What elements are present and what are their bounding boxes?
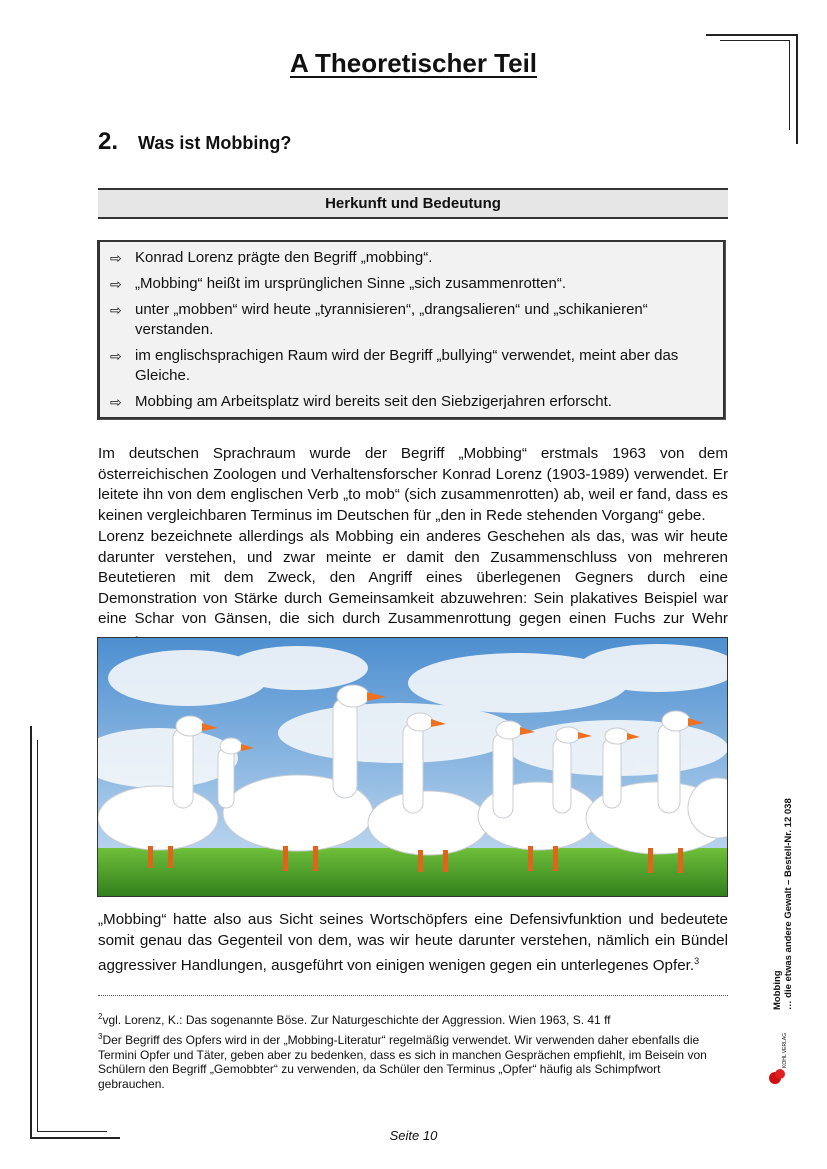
paragraph-origin: Im deutschen Sprachraum wurde der Begriff „Mobbing“ erstmals 1963 von dem österreichischen Zoologen und Verhaltensforscher Konrad Lorenz (1903-1989) verwendet. Er leitete ihn von dem englischen Verb „to mob“ (sich zusammenrotten) ab, weil er fand, dass es keinen vergleichbaren Terminus im Deutschen für „den in Rede stehenden Vorgang“ gebe. bbox=[98, 445, 728, 524]
frame-top-right-h bbox=[706, 34, 798, 36]
list-item: ⇨ Mobbing am Arbeitsplatz wird bereits seit den Siebzigerjahren erforscht. bbox=[110, 393, 612, 410]
page-title: A Theoretischer Teil bbox=[289, 48, 538, 78]
side-note-title: Mobbing bbox=[772, 970, 783, 1010]
list-item: ⇨ im englischsprachigen Raum wird der Begriff „bullying“ verwendet, meint aber das Gleiche. bbox=[110, 347, 679, 384]
footnote-ref: 3 bbox=[694, 956, 700, 966]
section-number: 2. bbox=[98, 128, 119, 155]
frame-top-right-h2 bbox=[720, 40, 790, 41]
paragraph-lorenz: Lorenz bezeichnete allerdings als Mobbing ein anderes Geschehen als das, was wir heute darunter verstehen, und zwar meinte er damit den Zusammenschluss von mehreren Beutetieren mit dem Zweck, den Angriff eines überlegenen Gegners durch eine Demonstration von Stärke durch Gemeinsamkeit abzuwehren: Sein plakatives Beispiel war eine Schar von Gänsen, die sich durch Zusammenrottung gegen einen Fuchs zur Wehr bbox=[98, 527, 728, 655]
paragraph-conclusion: „Mobbing“ hatte also aus Sicht seines Wortschöpfers eine Defensivfunktion und bedeutete somit genau das Gegenteil von dem, was wir heute darunter verstehen, nämlich ein Bündel aggressiver Handlungen, ausgeführt von einigen wenigen gegen ein unterlegenes Opfer.$^3$ bbox=[98, 911, 728, 975]
geese-photo bbox=[97, 637, 728, 897]
list-item: ⇨ „Mobbing“ heißt im ursprünglichen Sinne „sich zusammenrotten“. bbox=[110, 275, 567, 292]
publisher-logo-text: KOHL VERLAG bbox=[782, 1032, 788, 1068]
geese-illustration bbox=[98, 638, 728, 897]
page-number: Seite 10 bbox=[389, 1128, 438, 1143]
footnote-3: $^3$Der Begriff des Opfers wird in der „Mobbing-Literatur“ regelmäßig verwendet. Wir verwenden daher ebenfalls die Termini Opfer und Täter, geben aber zu bedenken, dass es sich in manchen Gesprächen empfiehlt, im Beisein von Schülern den Begriff „Gemobbter“ zu verwenden, da Schüler den Terminus „Opfer“ häufig als Schimpfwort gebrauchen. bbox=[98, 1032, 707, 1091]
list-item: ⇨ Konrad Lorenz prägte den Begriff „mobbing“. bbox=[110, 249, 433, 266]
section-title: Was ist Mobbing? bbox=[138, 133, 292, 153]
frame-bottom-left-v bbox=[30, 726, 32, 1138]
subheading-bar: Herkunft und Bedeutung bbox=[98, 188, 728, 219]
side-note bbox=[772, 770, 794, 1010]
list-item: ⇨ unter „mobben“ wird heute „tyrannisieren“, „drangsalieren“ und „schikanieren“ verstanden. bbox=[110, 301, 648, 338]
summary-box bbox=[97, 240, 726, 420]
frame-bottom-left-v2 bbox=[37, 740, 38, 1132]
arrow-right-icon: ⇨ bbox=[110, 302, 122, 318]
arrow-right-icon: ⇨ bbox=[110, 250, 122, 266]
publisher-logo bbox=[768, 1032, 790, 1088]
summary-list bbox=[100, 242, 725, 412]
arrow-right-icon: ⇨ bbox=[110, 276, 122, 292]
side-note-subtitle: … die etwas andere Gewalt – Bestell-Nr. 12 038 bbox=[783, 798, 794, 1010]
arrow-right-icon: ⇨ bbox=[110, 394, 122, 410]
footnote-divider bbox=[98, 995, 728, 996]
footnote-2: $^2$vgl. Lorenz, K.: Das sogenannte Böse. Zur Naturgeschichte der Aggression. Wien 1963, S. 41 ff bbox=[98, 1012, 611, 1027]
arrow-right-icon: ⇨ bbox=[110, 348, 122, 364]
